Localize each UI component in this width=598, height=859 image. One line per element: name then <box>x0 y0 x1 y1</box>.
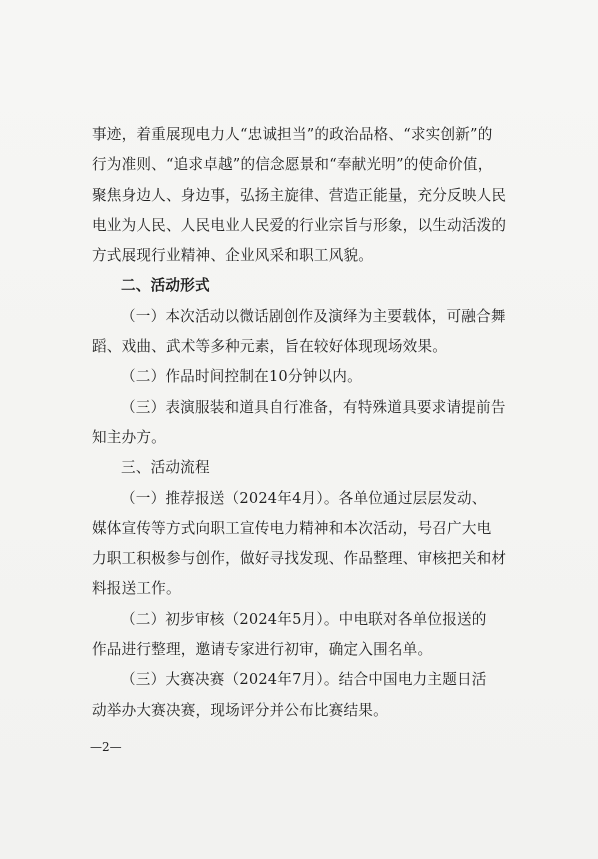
text-line: （二）初步审核（2024年5月）。中电联对各单位报送的 <box>121 610 487 628</box>
text-line: （一）推荐报送（2024年4月）。各单位通过层层发动、 <box>121 489 487 507</box>
text-line: 三、活动流程 <box>121 459 210 477</box>
text-line: 蹈、戏曲、武术等多种元素，旨在较好体现现场效果。 <box>92 338 448 356</box>
text-line: 方式展现行业精神、企业风采和职工风貌。 <box>92 247 374 265</box>
text-line: （二）作品时间控制在10分钟以内。 <box>121 368 362 386</box>
text-line: 料报送工作。 <box>92 580 181 598</box>
text-line: （三）表演服装和道具自行准备，有特殊道具要求请提前告 <box>121 398 506 416</box>
text-line: 作品进行整理，邀请专家进行初审，确定入围名单。 <box>92 641 433 659</box>
text-line: （三）大赛决赛（2024年7月）。结合中国电力主题日活 <box>121 671 487 689</box>
text-line: 事迹，着重展现电力人“忠诚担当”的政治品格、“求实创新”的 <box>92 126 493 143</box>
text-line: 动举办大赛决赛，现场评分并公布比赛结果。 <box>92 701 388 719</box>
page-number: —2— <box>90 740 122 754</box>
text-line: 力职工积极参与创作，做好寻找发现、作品整理、审核把关和材 <box>92 550 507 568</box>
text-line: （一）本次活动以微话剧创作及演绎为主要载体，可融合舞 <box>121 307 506 325</box>
section-heading: 二、活动形式 <box>121 277 210 295</box>
text-line: 电业为人民、人民电业人民爱的行业宗旨与形象，以生动活泼的 <box>92 216 507 234</box>
text-line: 聚焦身边人、身边事，弘扬主旋律、营造正能量，充分反映人民 <box>92 186 507 204</box>
text-line: 行为准则、“追求卓越”的信念愿景和“奉献光明”的使命价值， <box>92 156 493 174</box>
body-text <box>92 120 532 726</box>
text-line: 知主办方。 <box>92 428 166 446</box>
text-line: 媒体宣传等方式向职工宣传电力精神和本次活动，号召广大电 <box>92 519 492 537</box>
